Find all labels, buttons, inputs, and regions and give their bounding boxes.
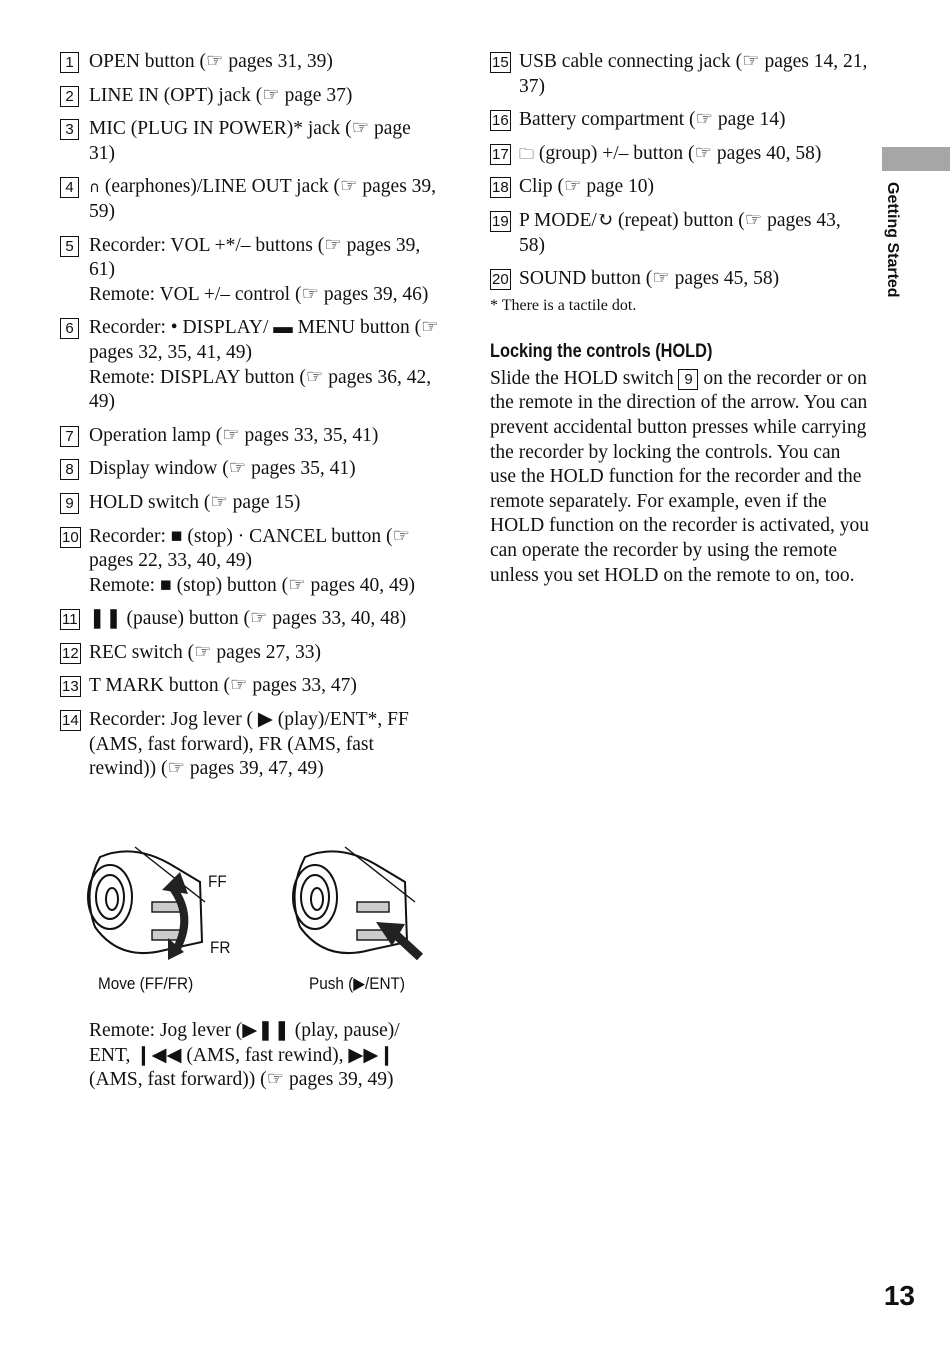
item-number: 17 — [492, 145, 509, 163]
item-text: SOUND button (☞ pages 45, 58) — [519, 268, 780, 290]
item-number: 10 — [62, 528, 79, 546]
item-number: 3 — [60, 119, 79, 140]
item-number: 20 — [492, 271, 509, 289]
item-number: 1 — [60, 52, 79, 73]
item-text: LINE IN (OPT) jack (☞ page 37) — [89, 84, 353, 106]
item-number: 11 — [62, 611, 78, 629]
item-number: 12 — [62, 644, 79, 662]
item-number: 2 — [60, 86, 79, 107]
item-number: 16 — [492, 112, 509, 130]
item-text: Recorder: • DISPLAY/ ▬ MENU button (☞ pages 32, 35, 41, 49) — [89, 317, 439, 363]
side-section-label: Getting Started — [884, 182, 901, 298]
list-item-3 — [60, 117, 440, 166]
item-text: USB cable connecting jack (☞ pages 14, 21, 37) — [519, 51, 868, 97]
list-item-10 — [60, 525, 440, 599]
section-tab-marker — [882, 147, 950, 171]
caption-push: Push (▶/ENT) — [309, 974, 405, 993]
item-number: 14 — [62, 712, 79, 730]
caption-move: Move (FF/FR) — [98, 974, 194, 993]
item-number: 6 — [60, 318, 79, 339]
list-item-14 — [60, 708, 440, 782]
jog-lever-move-drawing — [88, 847, 205, 960]
ff-label: FF — [208, 872, 227, 891]
footnote: * There is a tactile dot. — [490, 296, 637, 314]
jog-lever-figure — [80, 842, 440, 1007]
item-number: 15 — [492, 54, 509, 71]
headphones-icon: ∩ — [89, 178, 100, 197]
list-item-19 — [490, 209, 870, 258]
page-number: 13 — [883, 1280, 915, 1311]
item-text: Operation lamp (☞ pages 33, 35, 41) — [89, 424, 379, 446]
jog-lever-push-drawing — [293, 847, 420, 957]
item-text: (group) +/– button (☞ pages 40, 58) — [538, 142, 822, 164]
jog-lever-illustration — [80, 842, 440, 967]
item-text: ❚❚ (pause) button (☞ pages 33, 40, 48) — [89, 608, 407, 630]
item-text: Clip (☞ page 10) — [519, 176, 654, 198]
list-item-2 — [60, 84, 440, 109]
item-text: T MARK button (☞ pages 33, 47) — [89, 675, 357, 697]
remote-jog-lever-text: Remote: Jog lever (▶❚❚ (play, pause)/ ENT, ❙◀◀ (AMS, fast rewind), ▶▶❙ (AMS, fast forward)) (☞ pages 39, 49) — [89, 1020, 400, 1091]
item-number: 4 — [60, 177, 79, 198]
item-text: REC switch (☞ pages 27, 33) — [89, 641, 321, 663]
item-text-remote: Remote: DISPLAY button (☞ pages 36, 42, 49) — [89, 366, 432, 413]
list-item-5 — [60, 234, 440, 308]
item-number: 19 — [492, 212, 509, 230]
item-text: P MODE/↻ (repeat) button (☞ pages 43, 58) — [519, 209, 841, 256]
list-item-7 — [60, 424, 440, 449]
item-number: 8 — [60, 459, 79, 480]
item-text: MIC (PLUG IN POWER)* jack (☞ page 31) — [89, 118, 411, 164]
list-item-12 — [60, 641, 440, 666]
right-column — [490, 50, 870, 588]
list-item-4 — [60, 175, 440, 224]
item-text: Recorder: VOL +*/– buttons (☞ pages 39, 61) — [89, 234, 421, 281]
list-item-11 — [60, 607, 440, 632]
list-item-6 — [60, 316, 440, 414]
list-item-8 — [60, 457, 440, 482]
item-text: Recorder: ■ (stop) · CANCEL button (☞ pages 22, 33, 40, 49) — [89, 525, 410, 572]
item-number: 18 — [492, 179, 509, 197]
item-text: Recorder: Jog lever ( ▶ (play)/ENT*, FF (AMS, fast forward), FR (AMS, fast rewind)) (☞ pages 39, 47, 49) — [89, 709, 409, 780]
list-item-18 — [490, 175, 870, 200]
list-item-20 — [490, 267, 870, 292]
list-item-9 — [60, 491, 440, 516]
item-text: Battery compartment (☞ page 14) — [519, 109, 786, 131]
para-text-after: on the recorder or on the remote in the direction of the arrow. You can prevent accidental button presses while carrying the recorder by locking the controls. You can use the HOLD function for the recorder and the remote separately. For example, even if the HOLD function on the recorder is activated, you can operate the recorder by using the remote unless you set HOLD on the remote to on, too. — [490, 367, 870, 586]
item-text: OPEN button (☞ pages 31, 39) — [89, 51, 333, 72]
section-title: Locking the controls (HOLD) — [490, 340, 713, 362]
list-item-13 — [60, 674, 440, 699]
fr-label: FR — [210, 938, 231, 957]
item-text-remote: Remote: ■ (stop) button (☞ pages 40, 49) — [89, 574, 416, 596]
list-item-17 — [490, 142, 870, 167]
para-text-before: Slide the HOLD switch — [490, 367, 674, 389]
item-text: (earphones)/LINE OUT jack (☞ pages 39, 59) — [89, 176, 437, 222]
list-item-15 — [490, 50, 870, 99]
item-number: 9 — [60, 493, 79, 514]
list-item-1 — [60, 50, 440, 75]
item-text: HOLD switch (☞ page 15) — [89, 491, 301, 513]
item-number: 13 — [62, 678, 79, 696]
list-item-16 — [490, 108, 870, 133]
section-paragraph — [490, 367, 870, 588]
folder-icon: 🗀 — [519, 144, 535, 163]
item-number: 7 — [60, 426, 79, 447]
item-number: 5 — [60, 236, 79, 257]
hold-switch-number: 9 — [678, 369, 698, 390]
left-column — [60, 50, 440, 791]
item-text-remote: Remote: VOL +/– control (☞ pages 39, 46) — [89, 283, 429, 305]
item-text: Display window (☞ pages 35, 41) — [89, 458, 356, 480]
